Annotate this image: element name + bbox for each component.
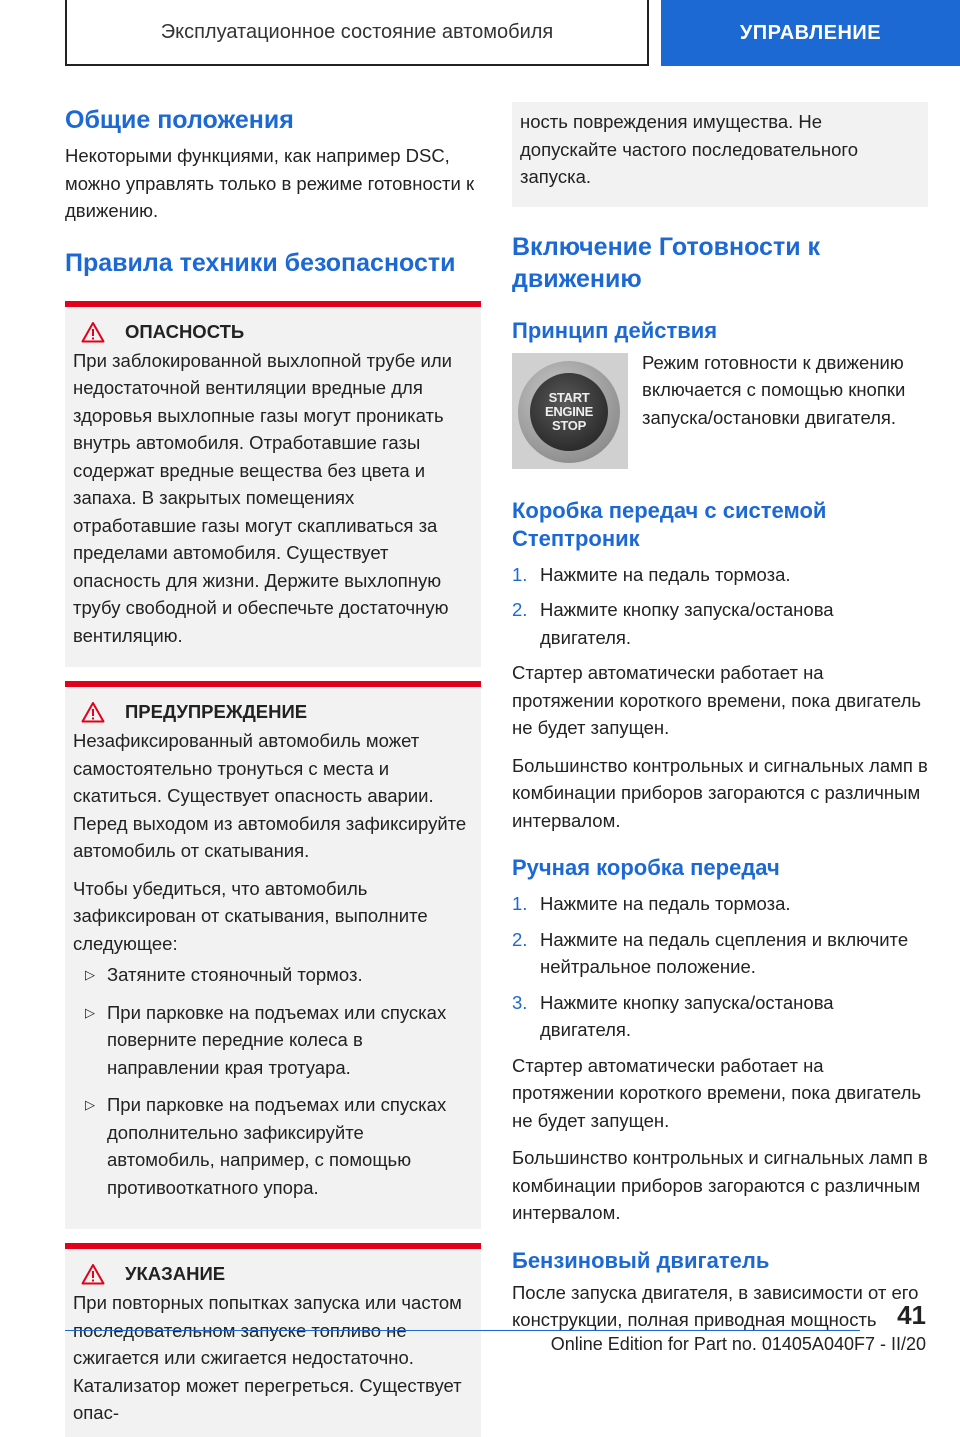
footer-edition: Online Edition for Part no. 01405A040F7 - II/20	[550, 1334, 926, 1354]
left-column	[65, 100, 481, 1437]
warning-list	[73, 961, 473, 1201]
ready-heading: Включение Готовности к движению	[512, 232, 821, 293]
chapter-title: Эксплуатационное состояние автомобиля	[160, 20, 554, 43]
list-item: 2. Нажмите кнопку запуска/останова двигателя.	[512, 599, 834, 648]
principle-heading: Принцип действия	[512, 317, 718, 343]
danger-title: ОПАСНОСТЬ	[125, 320, 245, 342]
list-item: 1. Нажмите на педаль тормоза.	[512, 563, 791, 585]
danger-text: При заблокированной выхлопной трубе или недостаточной вентиляции вредные для здоровья выхлопные газы могут проникать внутрь автомобиля. Отработавшие газы содержат вредные вещества без цвета и запаха. В закрытых помещениях отработавшие газы могут скапливаться за пределами автомобиля. Существует опасность для жизни. Держите выхлопную трубу свободной и обеспечьте достаточную вентиляцию.	[73, 349, 452, 646]
notice-continuation-box	[512, 102, 928, 207]
danger-box	[65, 301, 481, 668]
general-heading: Общие положения	[65, 106, 294, 134]
steptronic-paragraph-2: Большинство контрольных и сигнальных ламп в комбинации приборов загораются с различным интервалом.	[512, 754, 928, 831]
section-title: УПРАВЛЕНИЕ	[739, 21, 882, 44]
list-item: ▷ Затяните стояночный тормоз.	[73, 961, 473, 989]
arrow-bullet-icon: ▷	[85, 1004, 95, 1020]
button-bezel	[518, 361, 620, 463]
danger-title-row	[81, 321, 473, 343]
manual-steps	[512, 890, 928, 1044]
list-item: 1. Нажмите на педаль тормоза.	[512, 893, 791, 914]
list-item: 2. Нажмите на педаль сцепления и включите нейтральное положение.	[512, 928, 909, 977]
warning-text-2: Чтобы убедиться, что автомобиль зафиксирован от скатывания, выполните следующее:	[73, 877, 428, 954]
chapter-tab	[65, 0, 649, 66]
section-tab	[661, 0, 960, 66]
notice-title: УКАЗАНИЕ	[125, 1263, 226, 1284]
notice-text: При повторных попытках запуска или частом последовательном запуске топливо не сжигается или сжигается недостаточно. Катализатор может перегреться. Существует опас-	[73, 1292, 462, 1423]
page-number: 41	[897, 1300, 926, 1330]
warning-triangle-icon	[81, 1263, 105, 1285]
manual-heading: Ручная коробка передач	[512, 855, 780, 880]
start-stop-button-image	[512, 353, 628, 469]
notice-box	[65, 1243, 481, 1437]
warning-triangle-icon	[81, 701, 105, 723]
notice-continuation-text: ность повреждения имущества. Не допускайте частого последовательного запуска.	[520, 111, 859, 187]
manual-paragraph-2: Большинство контрольных и сигнальных ламп в комбинации приборов загораются с различным интервалом.	[512, 1147, 928, 1223]
footer-divider	[65, 1330, 860, 1331]
start-stop-button-face: START ENGINE STOP	[530, 373, 608, 451]
arrow-bullet-icon: ▷	[85, 1097, 95, 1112]
warning-title: ПРЕДУПРЕЖДЕНИЕ	[125, 701, 308, 722]
notice-title-row	[81, 1263, 473, 1285]
list-item: 3. Нажмите кнопку запуска/останова двигателя.	[512, 991, 834, 1040]
warning-triangle-icon	[81, 321, 105, 343]
steptronic-paragraph-1: Стартер автоматически работает на протяжении короткого времени, пока двигатель не будет запущен.	[512, 662, 921, 738]
warning-text-1: Незафиксированный автомобиль может самостоятельно тронуться с места и скатиться. Существует опасность аварии. Перед выходом из автомобиля зафиксируйте автомобиль от скатывания.	[73, 730, 467, 861]
steptronic-heading: Коробка передач с системой Стептроник	[512, 497, 827, 551]
arrow-bullet-icon: ▷	[85, 967, 95, 982]
principle-row	[512, 353, 928, 469]
right-column	[512, 102, 928, 1334]
principle-text: Режим готовности к движению включается с помощью кнопки запуска/остановки двигателя.	[642, 351, 906, 428]
warning-box	[65, 681, 481, 1229]
safety-heading: Правила техники безопасности	[65, 248, 456, 277]
general-text: Некоторыми функциями, как например DSC, можно управлять только в режиме готовности к движению.	[65, 145, 475, 221]
manual-paragraph-1: Стартер автоматически работает на протяжении короткого времени, пока двигатель не будет запущен.	[512, 1054, 921, 1131]
petrol-heading: Бензиновый двигатель	[512, 1247, 770, 1273]
warning-title-row	[81, 701, 473, 723]
list-item: ▷ При парковке на подъемах или спусках поверните передние колеса в направлении края тротуара.	[73, 999, 473, 1082]
list-item: ▷ При парковке на подъемах или спусках дополнительно зафиксируйте автомобиль, например, с помощью противооткатного упора.	[73, 1091, 473, 1201]
steptronic-steps	[512, 561, 928, 652]
page-header	[0, 0, 960, 66]
petrol-text: После запуска двигателя, в зависимости от его конструкции, полная приводная мощность	[512, 1281, 919, 1330]
